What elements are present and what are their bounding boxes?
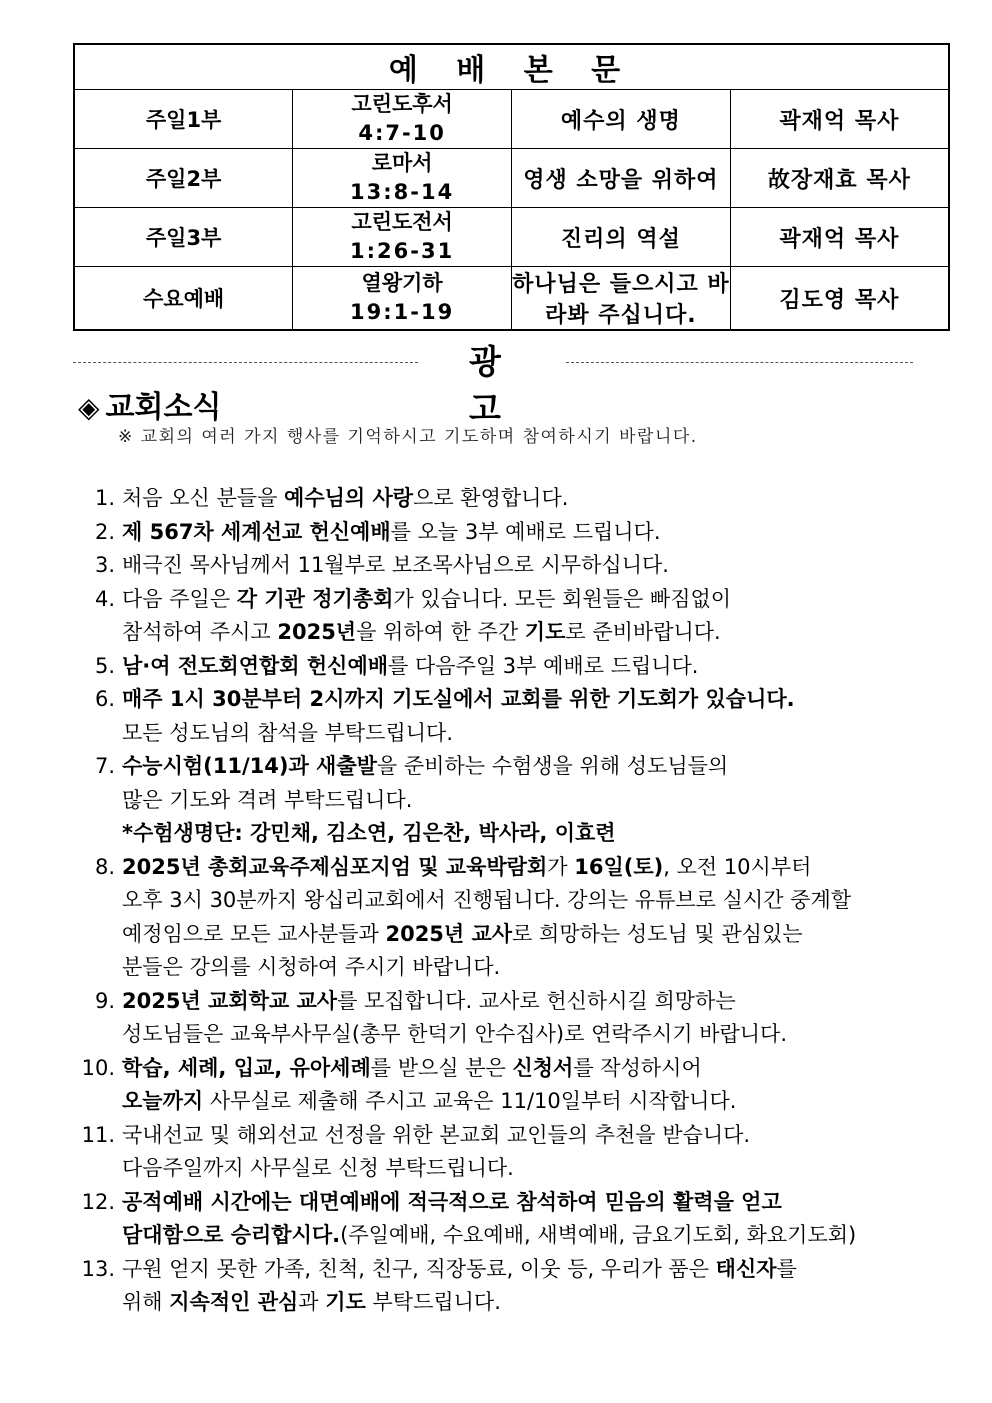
scripture-ref bbox=[293, 267, 512, 331]
item-line: 공적예배 시간에는 대면예배에 적극적으로 참석하여 믿음의 활력을 얻고 bbox=[122, 1189, 782, 1214]
section-title bbox=[78, 382, 221, 426]
table-row bbox=[74, 267, 949, 331]
scripture-book: 고린도후서 bbox=[351, 92, 453, 116]
list-item bbox=[68, 1253, 888, 1320]
scripture-verse: 19:1-19 bbox=[350, 300, 455, 324]
sermon-title: 진리의 역설 bbox=[512, 208, 731, 267]
table-row bbox=[74, 208, 949, 267]
divider bbox=[566, 362, 913, 363]
list-item bbox=[68, 750, 888, 851]
scripture-ref bbox=[293, 208, 512, 267]
list-item bbox=[68, 583, 888, 650]
item-line: 담대함으로 승리합시다.(주일예배, 수요예배, 새벽예배, 금요기도회, 화요기도회) bbox=[122, 1223, 857, 1247]
preacher-name: 곽재억 목사 bbox=[730, 208, 949, 267]
item-line: 남·여 전도회연합회 헌신예배를 다음주일 3부 예배로 드립니다. bbox=[122, 653, 699, 678]
list-item bbox=[68, 683, 888, 750]
item-number: 6. bbox=[94, 687, 115, 711]
service-name: 주일1부 bbox=[74, 90, 293, 149]
list-item bbox=[68, 851, 888, 985]
item-line: 2025년 교회학교 교사를 모집합니다. 교사로 헌신하시길 희망하는 bbox=[122, 988, 736, 1013]
sermon-title: 하나님은 들으시고 바라봐 주십니다. bbox=[512, 267, 731, 331]
section-title-text: 교회소식 bbox=[105, 390, 222, 425]
table-row bbox=[74, 90, 949, 149]
announcement-list bbox=[68, 482, 888, 1320]
item-line: 국내선교 및 해외선교 선정을 위한 본교회 교인들의 추천을 받습니다. bbox=[122, 1122, 751, 1147]
sermon-title: 예수의 생명 bbox=[512, 90, 731, 149]
item-line: 참석하여 주시고 2025년을 위하여 한 주간 기도로 준비바랍니다. bbox=[122, 620, 721, 644]
item-number: 10. bbox=[81, 1055, 115, 1080]
item-line: 배극진 목사님께서 11월부로 보조목사님으로 시무하십니다. bbox=[122, 553, 669, 577]
list-item bbox=[68, 1119, 888, 1186]
item-line: 오후 3시 30분까지 왕십리교회에서 진행됩니다. 강의는 유튜브로 실시간 중계할 bbox=[122, 888, 852, 912]
item-line: 위해 지속적인 관심과 기도 부탁드립니다. bbox=[122, 1290, 501, 1314]
item-number: 5. bbox=[94, 653, 115, 678]
scripture-verse: 1:26-31 bbox=[350, 239, 455, 263]
service-name: 주일2부 bbox=[74, 149, 293, 208]
item-number: 9. bbox=[94, 988, 115, 1013]
section-note: ※ 교회의 여러 가지 행사를 기억하시고 기도하며 참여하시기 바랍니다. bbox=[118, 427, 698, 447]
item-line: 제 567차 세계선교 헌신예배를 오늘 3부 예배로 드립니다. bbox=[122, 519, 661, 544]
scripture-verse: 13:8-14 bbox=[350, 180, 455, 204]
item-number: 8. bbox=[94, 854, 115, 879]
item-line: 구원 얻지 못한 가족, 친척, 친구, 직장동료, 이웃 등, 우리가 품은 태신자를 bbox=[122, 1256, 797, 1281]
sermon-title: 영생 소망을 위하여 bbox=[512, 149, 731, 208]
item-number: 3. bbox=[94, 553, 115, 577]
item-line: 많은 기도와 격려 부탁드립니다. bbox=[122, 787, 413, 812]
scripture-book: 로마서 bbox=[371, 151, 433, 175]
sermon-table-title: 예 배 본 문 bbox=[74, 44, 949, 90]
item-line: 분들은 강의를 시청하여 주시기 바랍니다. bbox=[122, 955, 501, 979]
sermon-table bbox=[73, 43, 950, 331]
item-number: 12. bbox=[81, 1189, 115, 1214]
item-line: 다음주일까지 사무실로 신청 부탁드립니다. bbox=[122, 1156, 514, 1180]
list-item bbox=[68, 482, 888, 516]
scripture-ref bbox=[293, 149, 512, 208]
divider bbox=[73, 362, 418, 363]
diamond-icon: ◈ bbox=[78, 391, 100, 424]
item-number: 13. bbox=[81, 1256, 115, 1281]
item-line: 다음 주일은 각 기관 정기총회가 있습니다. 모든 회원들은 빠짐없이 bbox=[122, 586, 732, 611]
item-line: 성도님들은 교육부사무실(총무 한덕기 안수집사)로 연락주시기 바랍니다. bbox=[122, 1022, 788, 1046]
item-line: *수험생명단: 강민채, 김소연, 김은찬, 박사라, 이효련 bbox=[122, 821, 616, 845]
item-number: 1. bbox=[94, 486, 115, 510]
list-item bbox=[68, 549, 888, 583]
list-item bbox=[68, 1186, 888, 1253]
scripture-book: 고린도전서 bbox=[351, 210, 453, 234]
scripture-verse: 4:7-10 bbox=[358, 121, 446, 145]
announcement-title: 광 고 bbox=[469, 342, 523, 428]
item-line: 2025년 총회교육주제심포지엄 및 교육박람회가 16일(토), 오전 10시부터 bbox=[122, 854, 812, 879]
item-number: 11. bbox=[81, 1122, 115, 1147]
item-line: 예정임으로 모든 교사분들과 2025년 교사로 희망하는 성도님 및 관심있는 bbox=[122, 921, 803, 946]
service-name: 주일3부 bbox=[74, 208, 293, 267]
item-line: 수능시험(11/14)과 새출발을 준비하는 수험생을 위해 성도님들의 bbox=[122, 754, 729, 778]
service-name: 수요예배 bbox=[74, 267, 293, 331]
item-line: 학습, 세례, 입교, 유아세례를 받으실 분은 신청서를 작성하시어 bbox=[122, 1055, 702, 1080]
list-item bbox=[68, 650, 888, 684]
preacher-name: 김도영 목사 bbox=[730, 267, 949, 331]
list-item bbox=[68, 1052, 888, 1119]
item-number: 2. bbox=[94, 519, 115, 544]
item-number: 4. bbox=[94, 586, 115, 611]
list-item bbox=[68, 516, 888, 550]
item-number: 7. bbox=[94, 754, 115, 778]
item-line: 매주 1시 30분부터 2시까지 기도실에서 교회를 위한 기도회가 있습니다. bbox=[122, 687, 795, 711]
table-row bbox=[74, 149, 949, 208]
item-line: 모든 성도님의 참석을 부탁드립니다. bbox=[122, 720, 453, 745]
item-line: 처음 오신 분들을 예수님의 사랑으로 환영합니다. bbox=[122, 486, 569, 510]
item-line: 오늘까지 사무실로 제출해 주시고 교육은 11/10일부터 시작합니다. bbox=[122, 1089, 737, 1113]
preacher-name: 곽재억 목사 bbox=[730, 90, 949, 149]
scripture-book: 열왕기하 bbox=[361, 271, 443, 295]
preacher-name: 故장재효 목사 bbox=[730, 149, 949, 208]
list-item bbox=[68, 985, 888, 1052]
scripture-ref bbox=[293, 90, 512, 149]
